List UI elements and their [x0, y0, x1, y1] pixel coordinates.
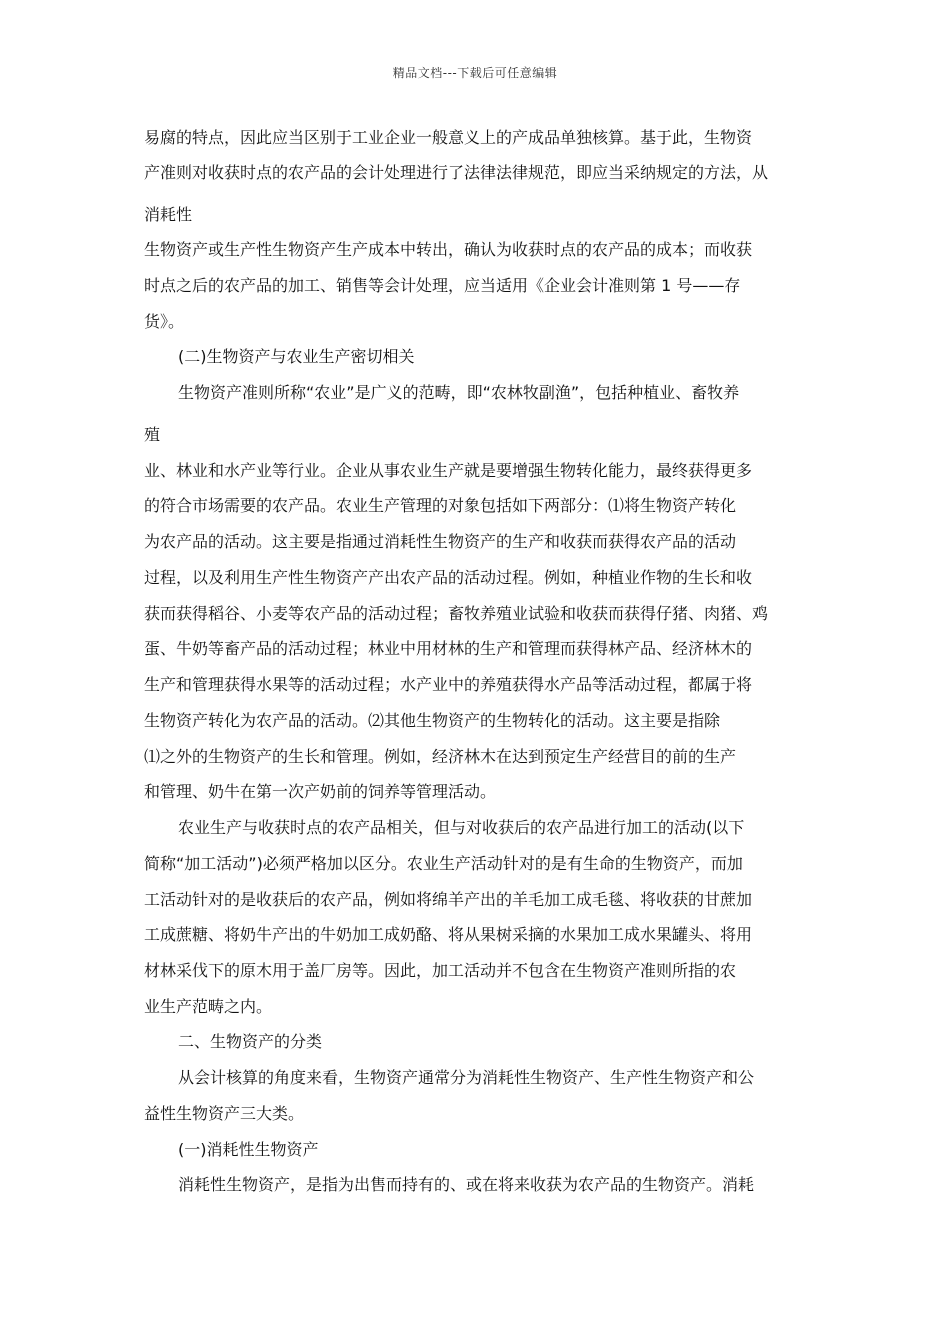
paragraph-line: 过程，以及利用生产性生物资产产出农产品的活动过程。例如，种植业作物的生长和收 — [144, 568, 753, 587]
paragraph-line: 生物资产转化为农产品的活动。⑵其他生物资产的生物转化的活动。这主要是指除 — [144, 711, 721, 730]
paragraph-line: 产准则对收获时点的农产品的会计处理进行了法律法律规范，即应当采纳规定的方法，从 — [144, 163, 769, 182]
paragraph-line: 和管理、奶牛在第一次产奶前的饲养等管理活动。 — [144, 782, 497, 801]
section-heading: (二)生物资产与农业生产密切相关 — [178, 347, 415, 366]
paragraph-line: 蛋、牛奶等畜产品的活动过程；林业中用材林的生产和管理而获得林产品、经济林木的 — [144, 639, 753, 658]
paragraph-line: 生产和管理获得水果等的活动过程；水产业中的养殖获得水产品等活动过程，都属于将 — [144, 675, 753, 694]
paragraph-line: 消耗性生物资产，是指为出售而持有的、或在将来收获为农产品的生物资产。消耗 — [178, 1175, 755, 1194]
paragraph-line: ⑴之外的生物资产的生长和管理。例如，经济林木在达到预定生产经营目的前的生产 — [144, 747, 737, 766]
paragraph-line: 工活动针对的是收获后的农产品，例如将绵羊产出的羊毛加工成毛毯、将收获的甘蔗加 — [144, 890, 753, 909]
paragraph-line: 从会计核算的角度来看，生物资产通常分为消耗性生物资产、生产性生物资产和公 — [178, 1068, 755, 1087]
paragraph-line: 简称“加工活动”)必须严格加以区分。农业生产活动针对的是有生命的生物资产，而加 — [144, 854, 743, 873]
paragraph-line: 业、林业和水产业等行业。企业从事农业生产就是要增强生物转化能力，最终获得更多 — [144, 461, 753, 480]
paragraph-line: 生物资产准则所称“农业”是广义的范畴，即“农林牧副渔”，包括种植业、畜牧养 — [178, 383, 740, 402]
paragraph-line: 殖 — [144, 425, 161, 444]
paragraph-line: 货》。 — [144, 312, 185, 331]
paragraph-line: 的符合市场需要的农产品。农业生产管理的对象包括如下两部分：⑴将生物资产转化 — [144, 496, 737, 515]
paragraph-line: 时点之后的农产品的加工、销售等会计处理，应当适用《企业会计准则第 1 号——存 — [144, 276, 741, 295]
paragraph-line: 为农产品的活动。这主要是指通过消耗性生物资产的生产和收获而获得农产品的活动 — [144, 532, 737, 551]
page-header: 精品文档---下载后可任意编辑 — [392, 66, 558, 80]
section-heading: (一)消耗性生物资产 — [178, 1140, 319, 1159]
paragraph-line: 获而获得稻谷、小麦等农产品的活动过程；畜牧养殖业试验和收获而获得仔猪、肉猪、鸡 — [144, 604, 769, 623]
paragraph-line: 生物资产或生产性生物资产生产成本中转出，确认为收获时点的农产品的成本；而收获 — [144, 240, 753, 259]
paragraph-line: 工成蔗糖、将奶牛产出的牛奶加工成奶酪、将从果树采摘的水果加工成水果罐头、将用 — [144, 925, 753, 944]
paragraph-line: 益性生物资产三大类。 — [144, 1104, 305, 1123]
paragraph-line: 材林采伐下的原木用于盖厂房等。因此，加工活动并不包含在生物资产准则所指的农 — [144, 961, 737, 980]
section-heading: 二、生物资产的分类 — [178, 1032, 323, 1051]
paragraph-line: 易腐的特点，因此应当区别于工业企业一般意义上的产成品单独核算。基于此，生物资 — [144, 128, 753, 147]
paragraph-line: 农业生产与收获时点的农产品相关，但与对收获后的农产品进行加工的活动(以下 — [178, 818, 745, 837]
paragraph-line: 业生产范畴之内。 — [144, 997, 273, 1016]
paragraph-line: 消耗性 — [144, 205, 193, 224]
